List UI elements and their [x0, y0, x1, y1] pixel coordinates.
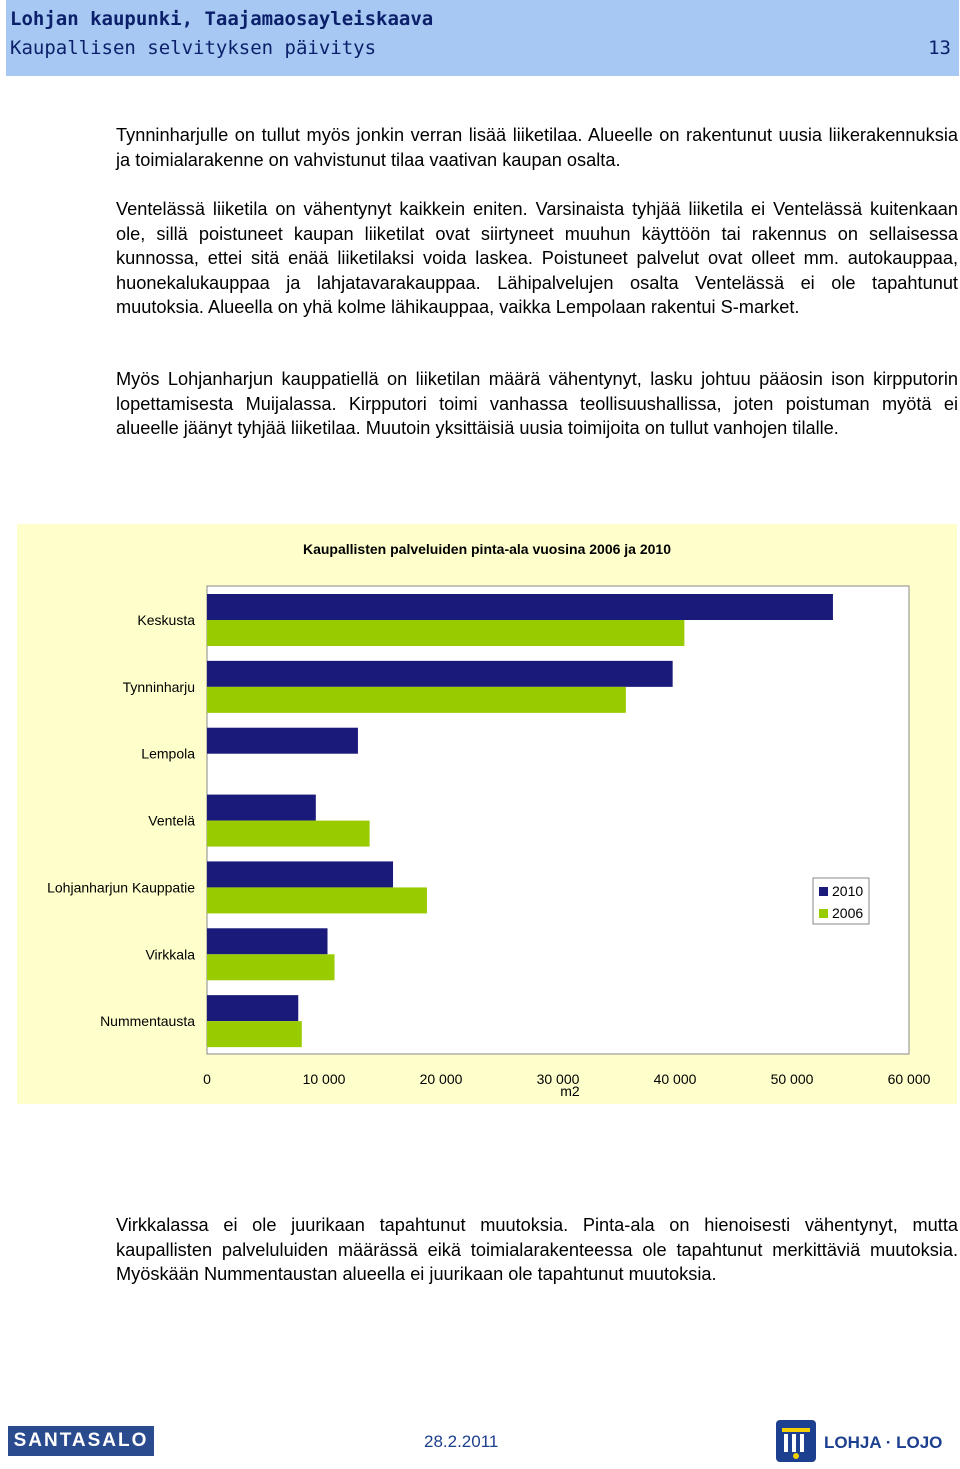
bar-2010-2 [207, 728, 358, 754]
bar-2010-4 [207, 861, 393, 887]
bar-2010-0 [207, 594, 833, 620]
x-tick-label: 0 [203, 1071, 211, 1087]
bar-2006-0 [207, 620, 684, 646]
x-tick-label: 50 000 [770, 1071, 814, 1087]
bar-2010-1 [207, 661, 673, 687]
paragraph-lohjanharju: Myös Lohjanharjun kauppatiellä on liiketilan määrä vähentynyt, lasku johtuu pääosin ison kirpputorin lopettamisesta Muijalassa. Kirpputori toimi vanhassa teollisuushallissa, joten poistuman myötä ei alueelle jäänyt tyhjää liiketilaa. Muutoin yksittäisiä uusia toimijoita on tullut vanhojen tilalle. [116, 369, 958, 438]
paragraph-virkkala: Virkkalassa ei ole juurikaan tapahtunut muutoksia. Pinta-ala on hienoisesti vähentynyt, mutta kaupallisten palveluluiden määrässä eikä toimialarakenteessa ole tapahtunut merkittäviä muutoksia. Myöskään Nummentaustan alueella ei juurikaan ole tapahtunut muutoksia. [116, 1215, 958, 1284]
x-axis-label: m2 [560, 1083, 580, 1099]
chart-title: Kaupallisten palveluiden pinta-ala vuosina 2006 ja 2010 [302, 541, 672, 557]
bar-2006-5 [207, 954, 335, 980]
x-tick-label: 30 000 [536, 1071, 580, 1087]
category-label: Lohjanharjun Kauppatie [47, 879, 195, 896]
x-tick-label: 20 000 [419, 1071, 463, 1087]
category-label: Keskusta [137, 612, 195, 628]
bar-2010-5 [207, 928, 328, 954]
lohja-crest-icon [772, 1418, 952, 1464]
bar-chart [17, 524, 957, 1104]
category-label: Lempola [141, 745, 195, 762]
paragraph-tynninharju: Tynninharjulle on tullut myös jonkin verran lisää liiketilaa. Alueelle on rakentunut uusia liikerakennuksia ja toimialarakenne on vahvistunut tilaa vaativan kaupan osalta. [116, 125, 958, 170]
legend-swatch-2010 [819, 887, 828, 896]
document-subtitle: Kaupallisen selvityksen päivitys [10, 37, 377, 59]
category-label: Tynninharju [122, 678, 195, 695]
page-header [6, 0, 959, 76]
legend-label-2010: 2010 [832, 883, 864, 899]
bar-2010-3 [207, 795, 316, 821]
bar-2010-6 [207, 995, 298, 1021]
svg-text:LOHJA · LOJO: LOHJA · LOJO [824, 1433, 943, 1452]
x-tick-label: 60 000 [887, 1071, 931, 1087]
category-label: Ventelä [148, 812, 195, 829]
bar-2006-6 [207, 1021, 302, 1047]
x-tick-label: 10 000 [302, 1071, 346, 1087]
legend-swatch-2006 [819, 909, 828, 918]
footer-date: 28.2.2011 [424, 1432, 499, 1451]
category-label: Nummentausta [100, 1013, 195, 1030]
chart-area [17, 524, 957, 1104]
lohja-logo [772, 1418, 952, 1464]
paragraph-ventela: Ventelässä liiketila on vähentynyt kaikkein eniten. Varsinaista tyhjää liiketila ei Ventelässä kuitenkaan ole, sillä poistuneet kaupan liiketilat ovat siirtyneet muuhun käyttöön tai rakennus on sellaisessa kunnossa, ettei sitä enää liiketilaksi voida laskea. Poistuneet palvelut ovat olleet mm. autokauppaa, huonekalukauppaa ja lahjatavarakauppaa. Lähipalvelujen osalta Ventelässä ei ole tapahtunut muutoksia. Alueella on yhä kolme lähikauppaa, vaikka Lempolaan rakentui S-market. [116, 199, 958, 317]
x-tick-label: 40 000 [653, 1071, 697, 1087]
bar-2006-1 [207, 687, 626, 713]
page-number: 13 [928, 37, 951, 59]
bar-2006-4 [207, 887, 427, 913]
category-label: Virkkala [145, 946, 195, 963]
legend-label-2006: 2006 [832, 905, 864, 921]
document-title: Lohjan kaupunki, Taajamaosayleiskaava [10, 8, 434, 30]
santasalo-logo: SANTASALO [8, 1426, 154, 1456]
bar-2006-3 [207, 821, 370, 847]
